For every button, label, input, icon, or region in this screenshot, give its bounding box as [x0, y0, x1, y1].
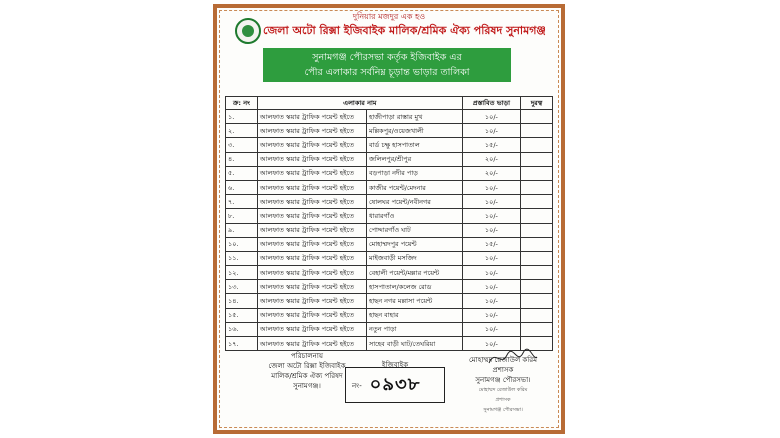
fare-cell: ১০/- — [462, 223, 520, 237]
distance-cell — [521, 308, 553, 322]
fare-cell: ১০/- — [462, 280, 520, 294]
vehicle-number-box — [345, 361, 445, 403]
destination-cell: হাছন নগর মল্লাসা পয়েন্ট — [366, 294, 462, 308]
fare-cell: ১০/- — [462, 195, 520, 209]
table-row — [226, 322, 553, 336]
fare-cell: ২০/- — [462, 152, 520, 166]
fare-cell: ১০/- — [462, 251, 520, 265]
banner-line-2: পৌর এলাকার সর্বনিম্ন চূড়ান্ত ভাড়ার তালিকা — [304, 67, 470, 78]
serial-cell: ৭. — [226, 195, 258, 209]
fare-cell: ১০/- — [462, 124, 520, 138]
distance-cell — [521, 322, 553, 336]
origin-cell: আলফাত স্কয়ার ট্রাফিক পয়েন্ট হইতে — [257, 294, 366, 308]
origin-cell: আলফাত স্কয়ার ট্রাফিক পয়েন্ট হইতে — [257, 280, 366, 294]
motto: দুনিয়ার মজদুর এক হও — [352, 12, 426, 21]
destination-cell: পোদ্দারগাঁও ঘাট — [366, 223, 462, 237]
admin-stamp-line-2: প্রশাসক — [495, 397, 511, 403]
origin-cell: আলফাত স্কয়ার ট্রাফিক পয়েন্ট হইতে — [257, 308, 366, 322]
table-row — [226, 237, 553, 251]
fare-cell: ১০/- — [462, 180, 520, 194]
fare-cell: ২০/- — [462, 166, 520, 180]
vehicle-number: ০৯৩৮ — [369, 374, 421, 395]
destination-cell: মাইজবাড়ী মসজিদ — [366, 251, 462, 265]
table-row — [226, 266, 553, 280]
table-row — [226, 294, 553, 308]
fare-cell: ১৫/- — [462, 138, 520, 152]
destination-cell: ধারারগাঁও — [366, 209, 462, 223]
table-row — [226, 223, 553, 237]
distance-cell — [521, 266, 553, 280]
admin-stamp-line-1: মোহাম্মদ রেজাউল করিম — [478, 387, 528, 393]
serial-cell: ১৩. — [226, 280, 258, 294]
origin-cell: আলফাত স্কয়ার ট্রাফিক পয়েন্ট হইতে — [257, 337, 366, 351]
distance-cell — [521, 110, 553, 124]
table-row — [226, 308, 553, 322]
serial-cell: ৪. — [226, 152, 258, 166]
distance-cell — [521, 209, 553, 223]
admin-title: প্রশাসক — [492, 366, 514, 374]
origin-cell: আলফাত স্কয়ার ট্রাফিক পয়েন্ট হইতে — [257, 180, 366, 194]
distance-cell — [521, 152, 553, 166]
origin-cell: আলফাত স্কয়ার ট্রাফিক পয়েন্ট হইতে — [257, 152, 366, 166]
destination-cell: কাজীর পয়েন্ট/মেদনার — [366, 180, 462, 194]
origin-cell: আলফাত স্কয়ার ট্রাফিক পয়েন্ট হইতে — [257, 322, 366, 336]
table-row — [226, 110, 553, 124]
origin-cell: আলফাত স্কয়ার ট্রাফিক পয়েন্ট হইতে — [257, 166, 366, 180]
distance-cell — [521, 280, 553, 294]
table-row — [226, 251, 553, 265]
serial-cell: ১৫. — [226, 308, 258, 322]
destination-cell: বার্ড চক্ষু হাসপাতাল — [366, 138, 462, 152]
banner-line-1: সুনামগঞ্জ পৌরসভা কর্তৃক ইজিবাইক এর — [312, 52, 462, 63]
header-distance: দুরত্ব — [521, 97, 553, 110]
serial-cell: ১২. — [226, 266, 258, 280]
organizer-line-1: জেলা অটো রিক্সা ইজিবাইক — [268, 362, 346, 370]
organizer-title: পরিচালনায় — [291, 352, 323, 360]
distance-cell — [521, 166, 553, 180]
organizer-line-3: সুনামগঞ্জ। — [293, 382, 321, 390]
header-area-name: এলাকার নাম — [257, 97, 462, 110]
distance-cell — [521, 124, 553, 138]
serial-cell: ১৭. — [226, 337, 258, 351]
fare-chart-sheet — [213, 4, 565, 434]
origin-cell: আলফাত স্কয়ার ট্রাফিক পয়েন্ট হইতে — [257, 138, 366, 152]
vehicle-label: ইজিবাইক — [381, 361, 409, 369]
serial-cell: ১. — [226, 110, 258, 124]
footer-organizer — [257, 351, 357, 391]
fare-table — [225, 96, 553, 351]
destination-cell: নতুন পাড়া — [366, 322, 462, 336]
table-row — [226, 138, 553, 152]
destination-cell: হাজীপাড়া রাস্তার মুখ — [366, 110, 462, 124]
organization-title: জেলা অটো রিক্সা ইজিবাইক মালিক/শ্রমিক ঐক্য পরিষদ সুনামগঞ্জ — [263, 24, 546, 37]
destination-cell: মল্লিকপুর/ওয়েজখালী — [366, 124, 462, 138]
table-row — [226, 180, 553, 194]
destination-cell: জলিলপুর/শ্রীপুর — [366, 152, 462, 166]
fare-cell: ১০/- — [462, 209, 520, 223]
table-row — [226, 195, 553, 209]
organizer-line-2: মালিক/শ্রমিক ঐক্য পরিষদ — [271, 372, 343, 380]
footer-administrator — [453, 355, 553, 415]
origin-cell: আলফাত স্কয়ার ট্রাফিক পয়েন্ট হইতে — [257, 195, 366, 209]
serial-cell: ১৪. — [226, 294, 258, 308]
admin-org: সুনামগঞ্জ পৌরসভা। — [475, 376, 531, 384]
fare-cell: ১৫/- — [462, 237, 520, 251]
destination-cell: ষোলঘর পয়েন্ট/নবীনগর — [366, 195, 462, 209]
vehicle-number-prefix: নং- — [352, 382, 362, 390]
distance-cell — [521, 223, 553, 237]
serial-cell: ১১. — [226, 251, 258, 265]
table-row — [226, 124, 553, 138]
serial-cell: ৯. — [226, 223, 258, 237]
fare-cell: ১০/- — [462, 110, 520, 124]
fare-cell: ১০/- — [462, 266, 520, 280]
distance-cell — [521, 237, 553, 251]
distance-cell — [521, 195, 553, 209]
admin-name: মোহাম্মদ রেজাউল করিম — [468, 356, 538, 364]
table-row — [226, 280, 553, 294]
serial-cell: ৩. — [226, 138, 258, 152]
header-fare: প্রস্তাবিত ভাড়া — [462, 97, 520, 110]
table-row — [226, 209, 553, 223]
footer — [217, 351, 561, 431]
distance-cell — [521, 294, 553, 308]
fare-cell: ১০/- — [462, 322, 520, 336]
destination-cell: হাছন বাহার — [366, 308, 462, 322]
serial-cell: ২. — [226, 124, 258, 138]
fare-cell: ১০/- — [462, 308, 520, 322]
origin-cell: আলফাত স্কয়ার ট্রাফিক পয়েন্ট হইতে — [257, 223, 366, 237]
organization-logo — [235, 18, 261, 44]
origin-cell: আলফাত স্কয়ার ট্রাফিক পয়েন্ট হইতে — [257, 209, 366, 223]
fare-cell: ১০/- — [462, 294, 520, 308]
header-serial: ক্র: নং — [226, 97, 258, 110]
origin-cell: আলফাত স্কয়ার ট্রাফিক পয়েন্ট হইতে — [257, 110, 366, 124]
destination-cell: সাহেব বাড়ী ঘাট/তেঘরিয়া — [366, 337, 462, 351]
destination-cell: হাসপাতাল/কলেজ রোড — [366, 280, 462, 294]
title-banner — [263, 48, 511, 82]
origin-cell: আলফাত স্কয়ার ট্রাফিক পয়েন্ট হইতে — [257, 266, 366, 280]
origin-cell: আলফাত স্কয়ার ট্রাফিক পয়েন্ট হইতে — [257, 237, 366, 251]
distance-cell — [521, 138, 553, 152]
table-row — [226, 152, 553, 166]
destination-cell: বেহালী পয়েন্ট/মল্লার পয়েন্ট — [366, 266, 462, 280]
destination-cell: বড়পাড়া নদীর পাড় — [366, 166, 462, 180]
serial-cell: ১৬. — [226, 322, 258, 336]
distance-cell — [521, 251, 553, 265]
destination-cell: মোহাম্মদপুর পয়েন্ট — [366, 237, 462, 251]
origin-cell: আলফাত স্কয়ার ট্রাফিক পয়েন্ট হইতে — [257, 124, 366, 138]
table-header-row — [226, 97, 553, 110]
serial-cell: ৮. — [226, 209, 258, 223]
serial-cell: ৬. — [226, 180, 258, 194]
origin-cell: আলফাত স্কয়ার ট্রাফিক পয়েন্ট হইতে — [257, 251, 366, 265]
fare-cell: ১০/- — [462, 337, 520, 351]
serial-cell: ১০. — [226, 237, 258, 251]
distance-cell — [521, 180, 553, 194]
serial-cell: ৫. — [226, 166, 258, 180]
admin-stamp-line-3: সুনামগঞ্জ পৌরসভা। — [483, 407, 523, 413]
table-row — [226, 166, 553, 180]
